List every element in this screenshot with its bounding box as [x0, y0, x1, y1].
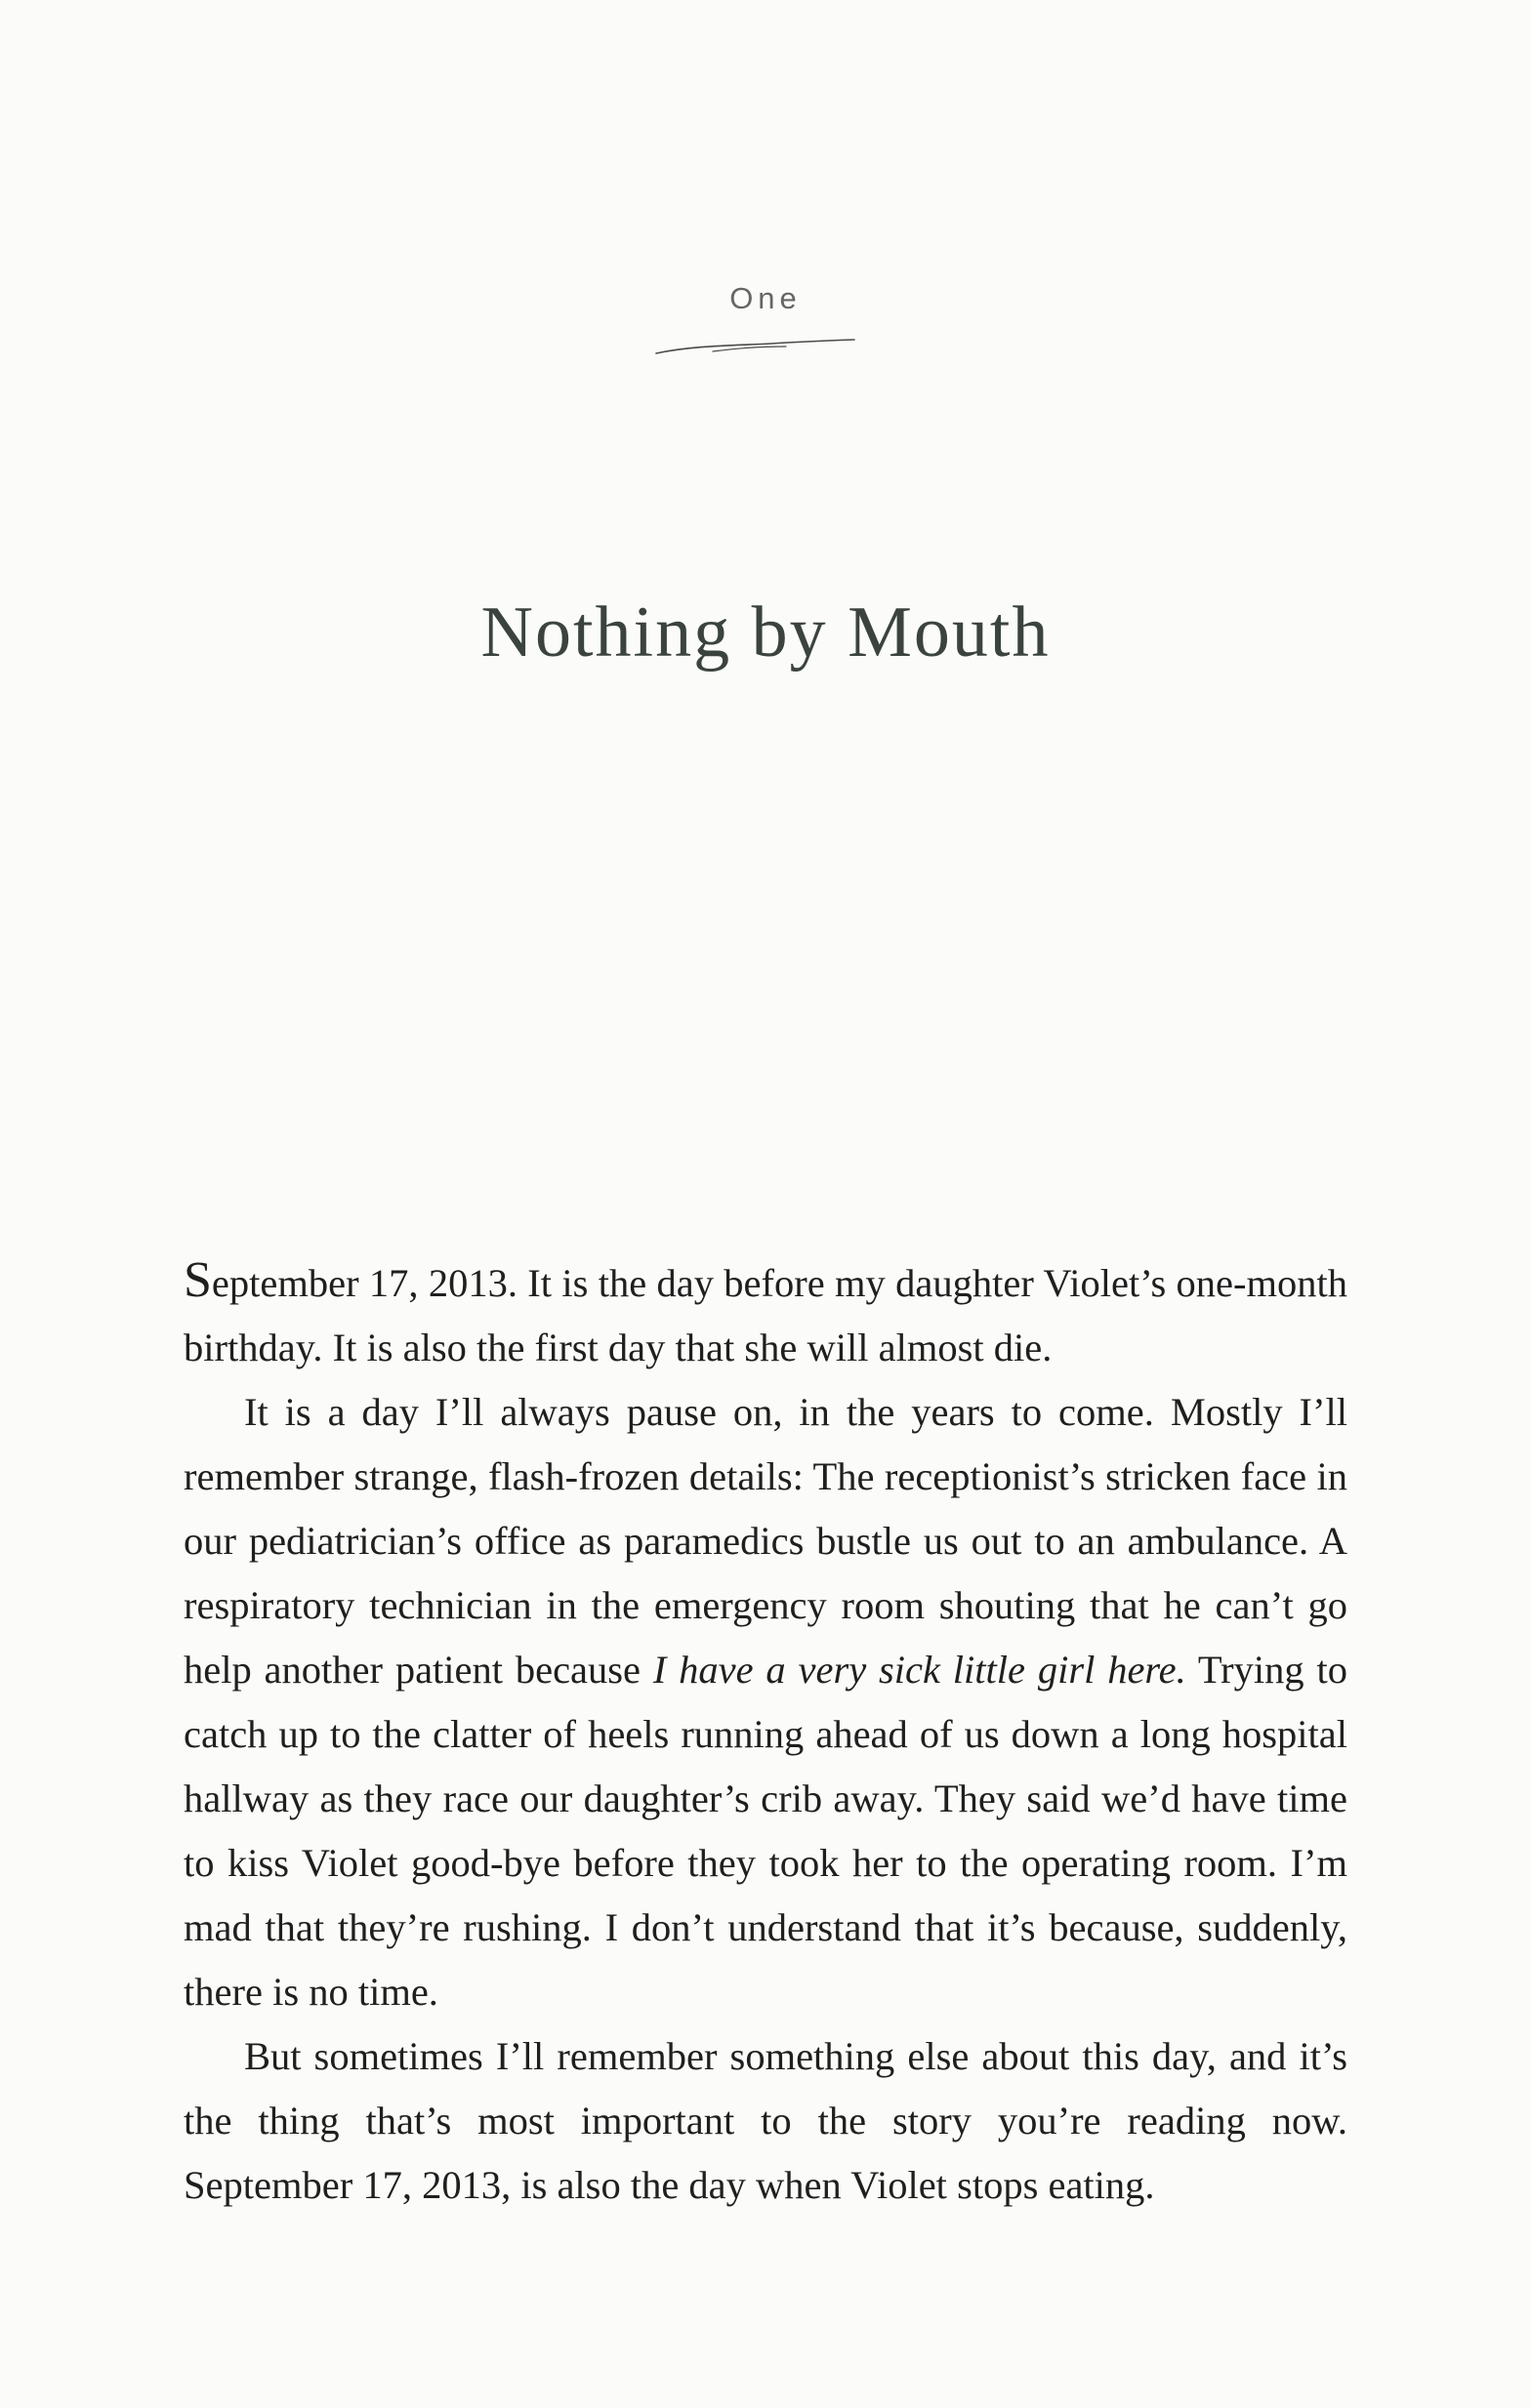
chapter-title: Nothing by Mouth	[480, 592, 1051, 673]
paragraph-text: It is a day I’ll always pause on, in the years to come. Mostly I’ll remember strange, flash-frozen details: The receptionist’s stricken face in our pediatrician’s office as paramedics bustle us out to an ambulance. A respiratory technician in the emergency room shouting that he can’t go help another patient because	[184, 1390, 1347, 1692]
chapter-body	[184, 1251, 1347, 2218]
chapter-number: One	[729, 281, 802, 315]
italic-quote: I have a very sick little girl here.	[652, 1648, 1186, 1692]
paragraph-1	[184, 1251, 1347, 1380]
paragraph-text: Trying to catch up to the clatter of heels running ahead of us down a long hospital hallway as they race our daughter’s crib away. They said we’d have time to kiss Violet good-bye before they took her to the operating room. I’m mad that they’re rushing. I don’t understand that it’s because, suddenly, there is no time.	[184, 1648, 1348, 2014]
chapter-ornament	[654, 332, 859, 367]
paragraph-text: But sometimes I’ll remember something else about this day, and it’s the thing that’s most important to the story you’re reading now. September 17, 2013, is also the day when Violet stops eating.	[184, 2034, 1347, 2207]
paragraph-2	[184, 1380, 1347, 2024]
paragraph-text: eptember 17, 2013. It is the day before my daughter Violet’s one-month birthday. It is also the first day that she will almost die.	[184, 1261, 1347, 1369]
paragraph-3	[184, 2024, 1347, 2218]
initial-letter: S	[184, 1252, 212, 1308]
